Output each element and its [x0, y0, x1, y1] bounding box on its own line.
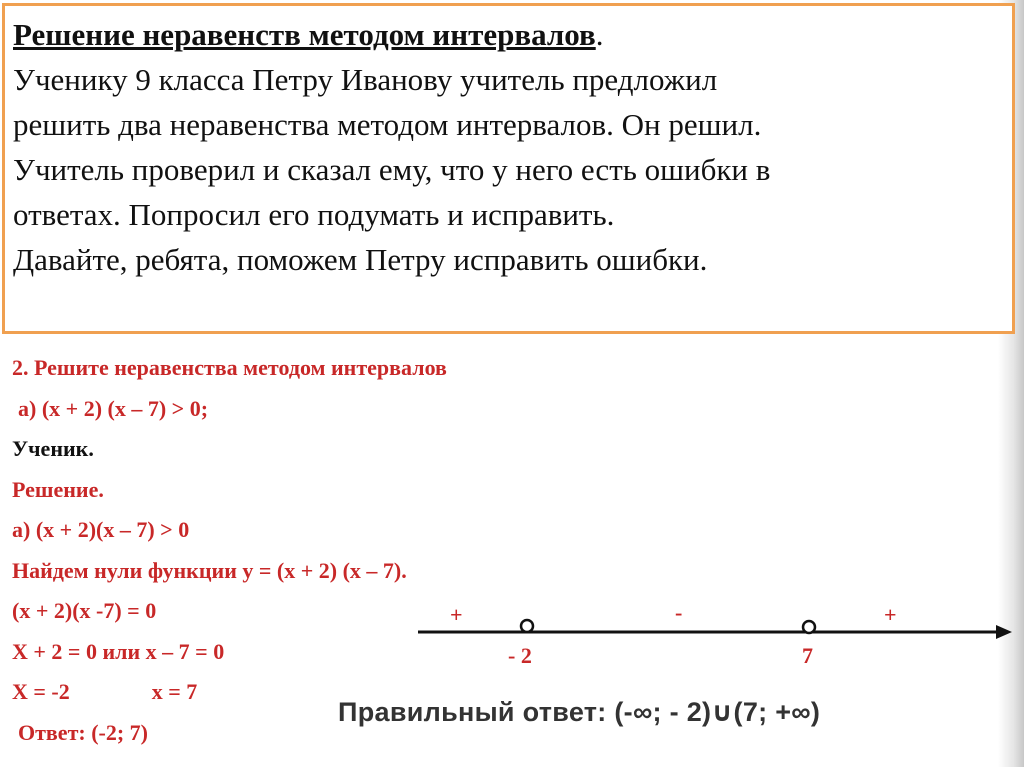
intro-box [2, 3, 1015, 334]
intro-text [13, 12, 1002, 282]
task-item-a: а) (х + 2) (х – 7) > 0; [18, 395, 209, 421]
intro-title: Решение неравенств методом интервалов [13, 17, 596, 52]
intro-line-5: Давайте, ребята, поможем Петру исправить ошибки. [13, 242, 708, 277]
sign-middle: - [675, 600, 683, 625]
intro-line-3: Учитель проверил и сказал ему, что у него есть ошибки в [13, 152, 771, 187]
point-label-7: 7 [802, 643, 813, 668]
solution-block [12, 348, 447, 753]
root-2: х = 7 [151, 679, 198, 704]
open-point-neg2 [521, 620, 533, 632]
equation-line: (х + 2)(х -7) = 0 [12, 598, 157, 623]
sign-left: + [450, 602, 463, 627]
solution-inequality: а) (х + 2)(х – 7) > 0 [12, 517, 190, 542]
intro-title-dot: . [595, 17, 604, 52]
root-1: Х = -2 [12, 679, 70, 704]
intro-line-4: ответах. Попросил его подумать и исправить. [13, 197, 615, 232]
correct-answer: Правильный ответ: (-∞; - 2)∪(7; +∞) [338, 697, 821, 727]
task-heading: 2. Решите неравенства методом интервалов [12, 355, 447, 380]
find-zeros-line: Найдем нули функции у = (х + 2) (х – 7). [12, 557, 407, 583]
open-point-7 [803, 621, 815, 633]
point-label-neg2: - 2 [508, 643, 532, 668]
intro-line-2: решить два неравенства методом интервалов. Он решил. [13, 107, 762, 142]
intro-line-1: Ученику 9 класса Петру Иванову учитель предложил [13, 62, 718, 97]
student-answer: Ответ: (-2; 7) [18, 719, 149, 745]
split-equation-line: Х + 2 = 0 или х – 7 = 0 [12, 638, 225, 664]
solution-label: Решение. [12, 476, 104, 502]
intro-title-line [13, 12, 1002, 57]
student-label: Ученик. [12, 436, 94, 461]
sign-right: + [884, 602, 897, 627]
